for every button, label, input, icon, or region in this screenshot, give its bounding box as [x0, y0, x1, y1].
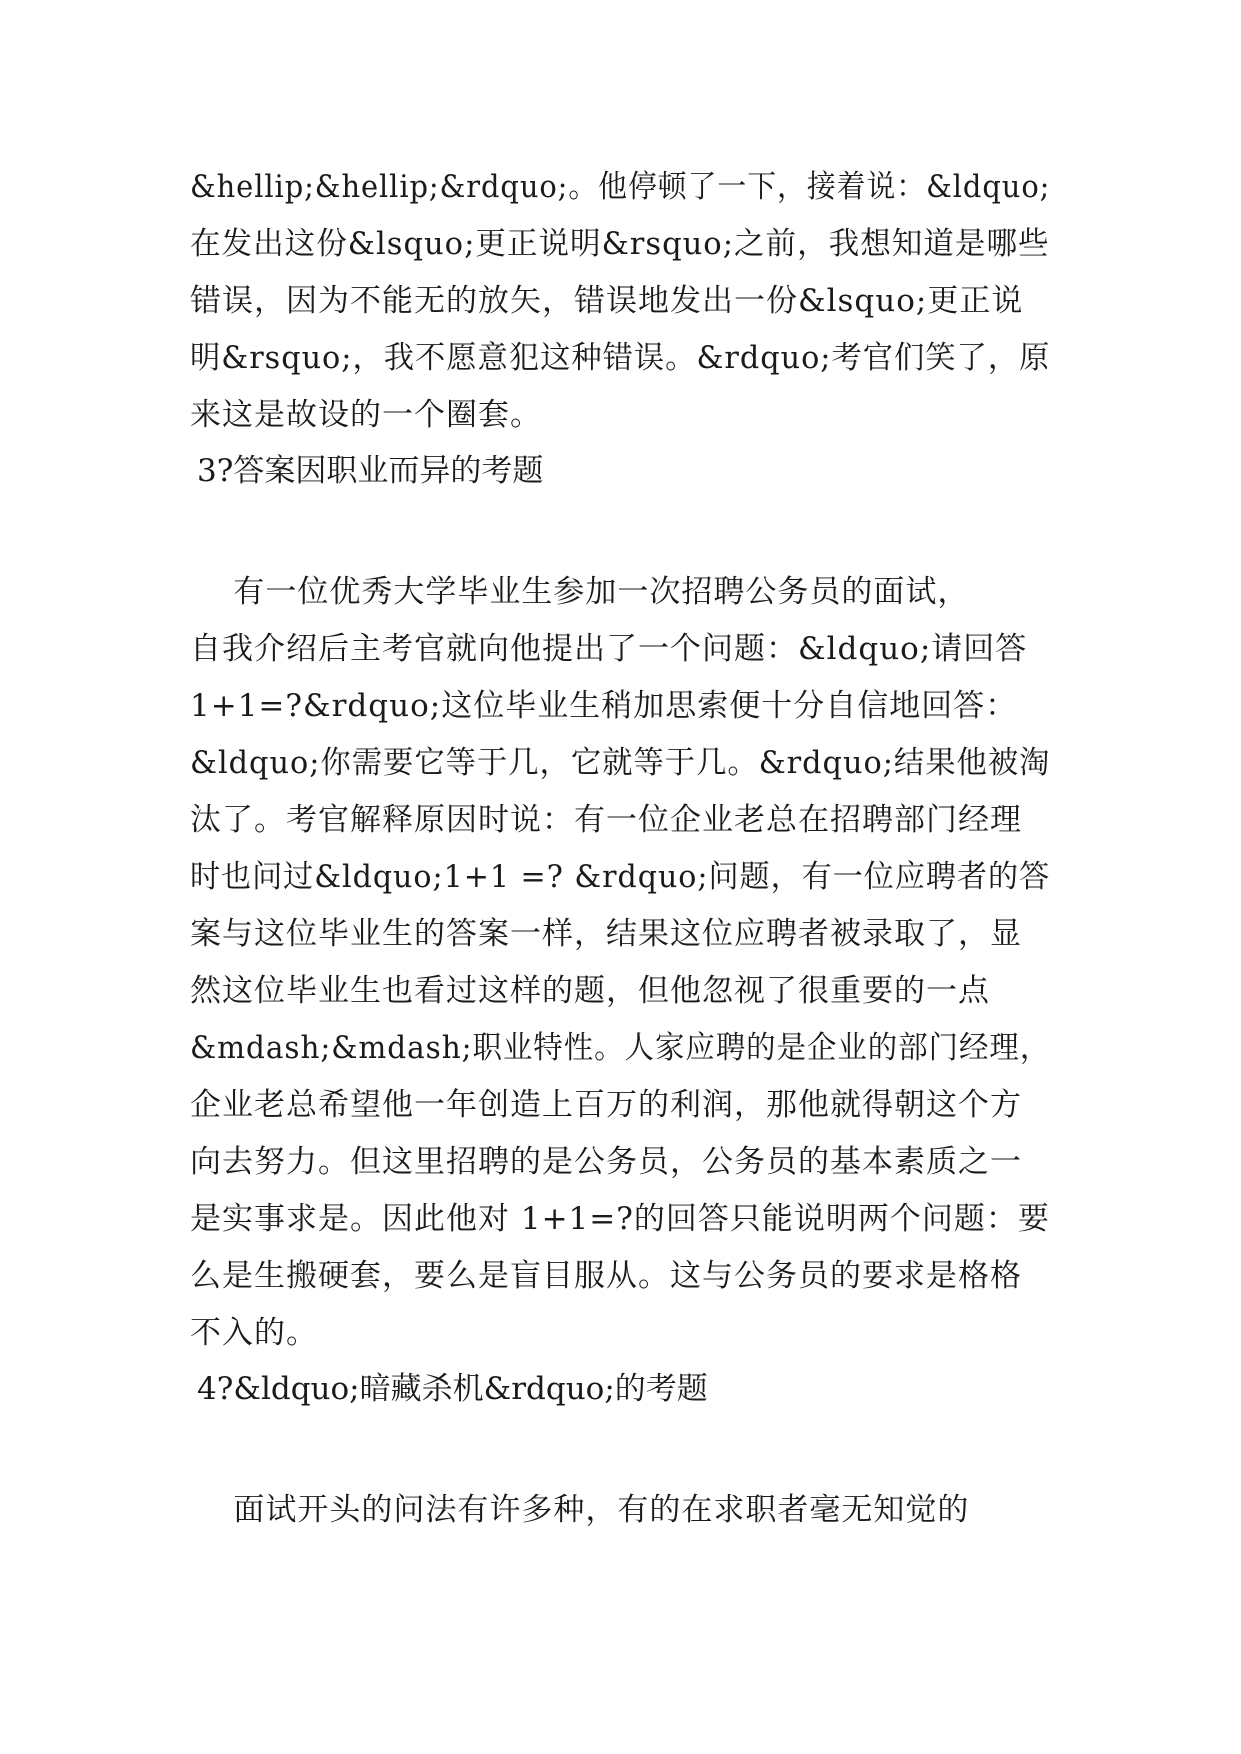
text-line: 汰了。考官解释原因时说：有一位企业老总在招聘部门经理: [190, 802, 1022, 838]
text-line: 么是生搬硬套，要么是盲目服从。这与公务员的要求是格格: [190, 1258, 1022, 1294]
text-line: 案与这位毕业生的答案一样，结果这位应聘者被录取了，显: [190, 916, 1022, 952]
text-line: 向去努力。但这里招聘的是公务员，公务员的基本素质之一: [190, 1144, 1022, 1180]
text-line: 然这位毕业生也看过这样的题，但他忽视了很重要的一点: [190, 973, 990, 1009]
text-line: &hellip;&hellip;&rdquo;。他停顿了一下，接着说：&ldquo;: [190, 169, 1051, 205]
text-line: 在发出这份&lsquo;更正说明&rsquo;之前，我想知道是哪些: [190, 226, 1050, 262]
text-line: 明&rsquo;，我不愿意犯这种错误。&rdquo;考官们笑了，原: [190, 340, 1051, 376]
text-line: 是实事求是。因此他对 1+1=?的回答只能说明两个问题：要: [190, 1201, 1050, 1237]
text-line: 面试开头的问法有许多种，有的在求职者毫无知觉的: [190, 1492, 970, 1528]
section-heading-4: 4?&ldquo;暗藏杀机&rdquo;的考题: [197, 1371, 708, 1407]
text-line: 来这是故设的一个圈套。: [190, 397, 542, 433]
text-line: 有一位优秀大学毕业生参加一次招聘公务员的面试，: [190, 574, 970, 610]
text-line: 自我介绍后主考官就向他提出了一个问题：&ldquo;请回答: [190, 631, 1028, 667]
text-line: 企业老总希望他一年创造上百万的利润，那他就得朝这个方: [190, 1087, 1022, 1123]
section-heading-3: 3?答案因职业而异的考题: [197, 453, 544, 489]
text-line: 不入的。: [190, 1315, 318, 1351]
text-line: &mdash;&mdash;职业特性。人家应聘的是企业的部门经理，: [190, 1030, 1051, 1066]
text-line: &ldquo;你需要它等于几，它就等于几。&rdquo;结果他被淘: [190, 745, 1051, 781]
text-line: 错误，因为不能无的放矢，错误地发出一份&lsquo;更正说: [190, 283, 1024, 319]
text-line: 1+1=?&rdquo;这位毕业生稍加思索便十分自信地回答：: [190, 688, 1018, 724]
text-line: 时也问过&ldquo;1+1 =? &rdquo;问题，有一位应聘者的答: [190, 859, 1051, 895]
